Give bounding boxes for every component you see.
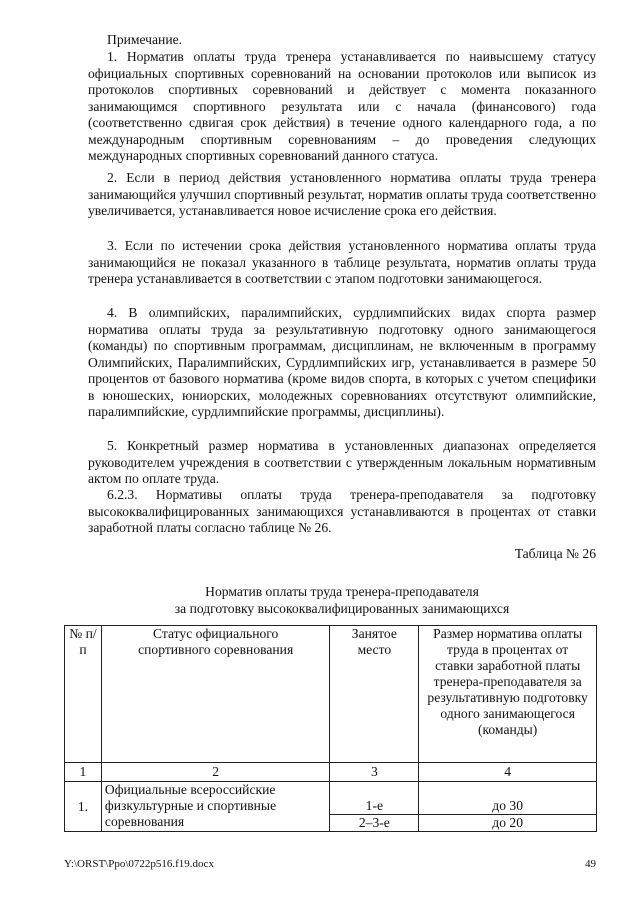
column-number: 2 — [101, 763, 330, 782]
paragraph-text: 4. В олимпийских, паралимпийских, сурдлимпийских видах спорта размер норматива оплаты труда за результативную подготовку одного занимающегося (команды) по спортивным программам, дисциплинам, не включенным в программу Олимпийских, Паралимпийских, Сурдлимпийских игр, устанавливается в размере 50 процентов от базового норматива (кроме видов спорта, в которых с учетом специфики в юношеских, юниорских, молодежных соревнованиях отсутствуют олимпийские, паралимпийские, сурдлимпийские программы, дисциплины). — [88, 305, 596, 419]
table-header-row — [65, 626, 597, 763]
header-size: Размер норматива оплаты труда в процентах от ставки заработной платы тренера-преподавателя за результативную подготовку одного занимающегося (команды) — [419, 626, 597, 763]
row-place: 1-е — [330, 782, 419, 815]
table-title-line-1: Норматив оплаты труда тренера-преподавателя — [205, 584, 479, 599]
paragraph-text: 6.2.3. Нормативы оплаты труда тренера-преподавателя за подготовку высококвалифицированных занимающихся устанавливаются в процентах от ставки заработной платы согласно таблице № 26. — [88, 487, 596, 535]
note-paragraph-2 — [88, 170, 596, 220]
section-6-2-3-paragraph — [88, 487, 596, 537]
paragraph-text: 5. Конкретный размер норматива в установленных диапазонах определяется руководителем учреждения в соответствии с утвержденным локальным нормативным актом по оплате труда. — [88, 438, 596, 486]
row-size: до 30 — [419, 782, 597, 815]
note-title: Примечание. — [107, 32, 183, 47]
table-row — [65, 782, 597, 815]
column-number-row — [65, 763, 597, 782]
paragraph-text: 3. Если по истечении срока действия установленного норматива оплаты труда занимающийся не показал указанного в таблице результата, норматив оплаты труда тренера устанавливается в соответствии с этапом подготовки занимающегося. — [88, 238, 596, 286]
header-status: Статус официального спортивного соревнования — [101, 626, 330, 763]
paragraph-text: 1. Норматив оплаты труда тренера устанавливается по наивысшему статусу официальных спортивных соревнований на основании протоколов или выписок из протоколов спортивных соревнований и действует с момента показанного занимающимся спортивного результата или с начала (финансового) года (соответственно сдвигая срок действия) в течение одного календарного года, а по международным спортивным соревнованиям – до проведения следующих международных спортивных соревнований данного статуса. — [88, 49, 596, 163]
footer-page-number: 49 — [585, 858, 596, 870]
header-number: № п/п — [65, 626, 102, 763]
table-label: Таблица № 26 — [514, 546, 596, 561]
row-size: до 20 — [419, 815, 597, 832]
note-paragraph-4 — [88, 305, 596, 421]
note-paragraph-1 — [88, 49, 596, 165]
norm-table — [64, 625, 597, 832]
note-paragraph-5 — [88, 438, 596, 488]
footer-file-path: Y:\ORST\Ppo\0722p516.f19.docx — [64, 858, 214, 870]
column-number: 3 — [330, 763, 419, 782]
table-title-line-2: за подготовку высококвалифицированных занимающихся — [174, 600, 510, 616]
note-paragraph-3 — [88, 238, 596, 288]
row-number: 1. — [65, 782, 102, 832]
table-title — [88, 584, 596, 617]
paragraph-text: 2. Если в период действия установленного норматива оплаты труда тренера занимающийся улучшил спортивный результат, норматив оплаты труда соответственно увеличивается, устанавливается новое исчисление срока его действия. — [88, 170, 596, 218]
column-number: 1 — [65, 763, 102, 782]
row-status: Официальные всероссийские физкультурные и спортивные соревнования — [101, 782, 330, 832]
column-number: 4 — [419, 763, 597, 782]
header-place: Занятое место — [330, 626, 419, 763]
row-place: 2–3-е — [330, 815, 419, 832]
